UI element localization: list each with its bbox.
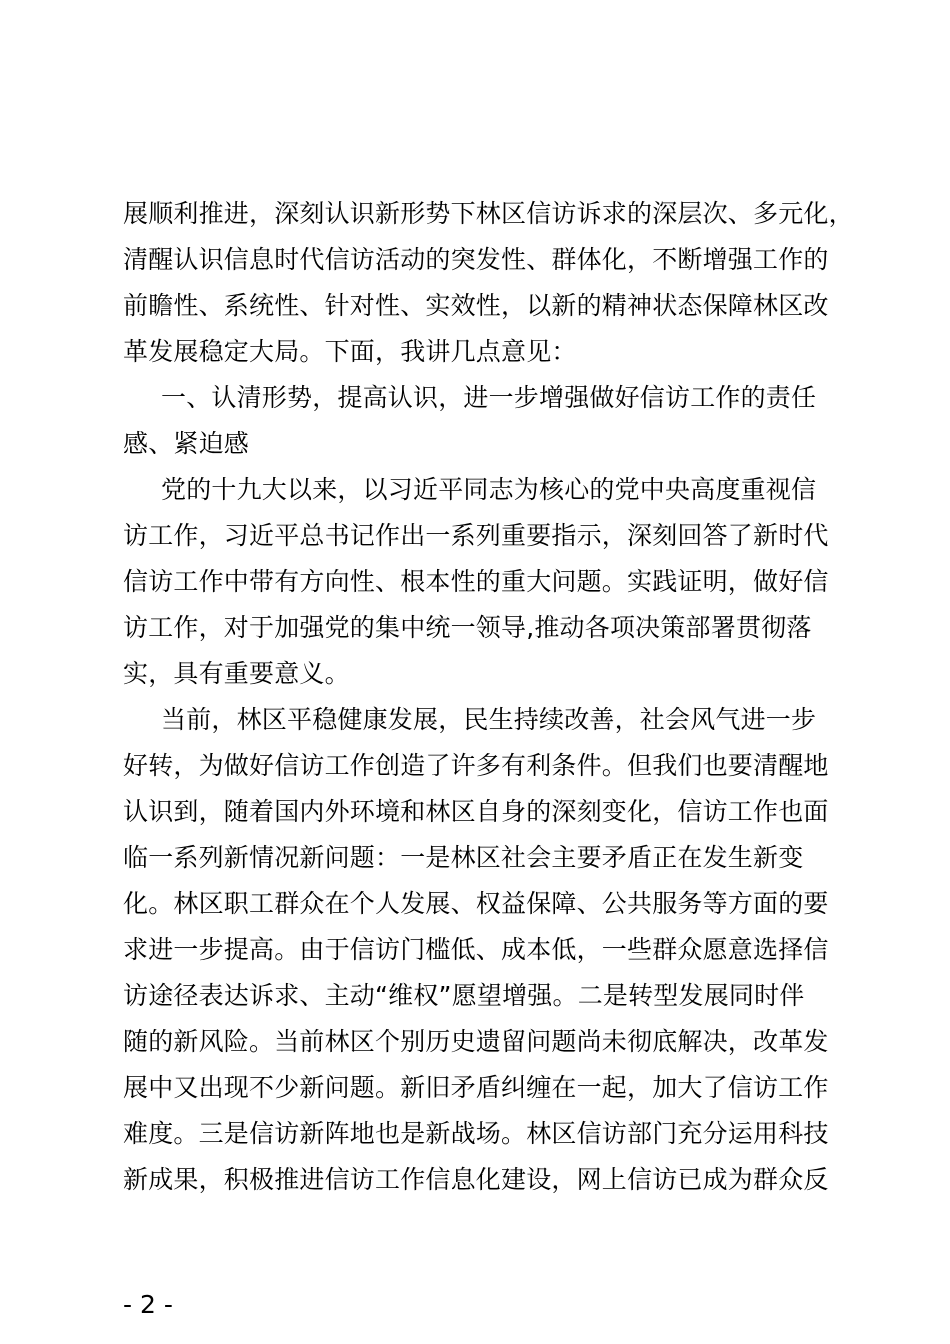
text-line: 革发展稳定大局。下面，我讲几点意见：	[123, 337, 577, 366]
text-line: 展顺利推进，深刻认识新形势下林区信访诉求的深层次、多元化，	[123, 199, 854, 228]
text-line: 前瞻性、系统性、针对性、实效性，以新的精神状态保障林区改	[123, 291, 829, 320]
text-line: 访工作，习近平总书记作出一系列重要指示，深刻回答了新时代	[123, 521, 829, 550]
text-line: 好转，为做好信访工作创造了许多有利条件。但我们也要清醒地	[123, 751, 829, 780]
text-line: 化。林区职工群众在个人发展、权益保障、公共服务等方面的要	[123, 889, 829, 918]
text-line: 临一系列新情况新问题：一是林区社会主要矛盾正在发生新变	[123, 843, 804, 872]
text-line: 认识到，随着国内外环境和林区自身的深刻变化，信访工作也面	[123, 797, 829, 826]
text-line: 访工作，对于加强党的集中统一领导,推动各项决策部署贯彻落	[123, 613, 812, 642]
section-heading-line: 感、紧迫感	[123, 429, 250, 458]
text-line: 实，具有重要意义。	[123, 659, 350, 688]
text-line: 访途径表达诉求、主动“维权”愿望增强。二是转型发展同时伴	[123, 981, 805, 1010]
text-line: 当前，林区平稳健康发展，民生持续改善，社会风气进一步	[161, 705, 817, 734]
text-line: 党的十九大以来，以习近平同志为核心的党中央高度重视信	[161, 475, 817, 504]
text-line: 求进一步提高。由于信访门槛低、成本低，一些群众愿意选择信	[123, 935, 829, 964]
text-line: 随的新风险。当前林区个别历史遗留问题尚未彻底解决，改革发	[123, 1027, 829, 1056]
text-line: 信访工作中带有方向性、根本性的重大问题。实践证明，做好信	[123, 567, 829, 596]
text-line: 难度。三是信访新阵地也是新战场。林区信访部门充分运用科技	[123, 1119, 829, 1148]
page-number: - 2 -	[123, 1290, 173, 1319]
text-line: 清醒认识信息时代信访活动的突发性、群体化，不断增强工作的	[123, 245, 829, 274]
text-line: 新成果，积极推进信访工作信息化建设，网上信访已成为群众反	[123, 1165, 829, 1194]
text-line: 展中又出现不少新问题。新旧矛盾纠缠在一起，加大了信访工作	[123, 1073, 829, 1102]
section-heading-line: 一、认清形势，提高认识，进一步增强做好信访工作的责任	[161, 383, 817, 412]
